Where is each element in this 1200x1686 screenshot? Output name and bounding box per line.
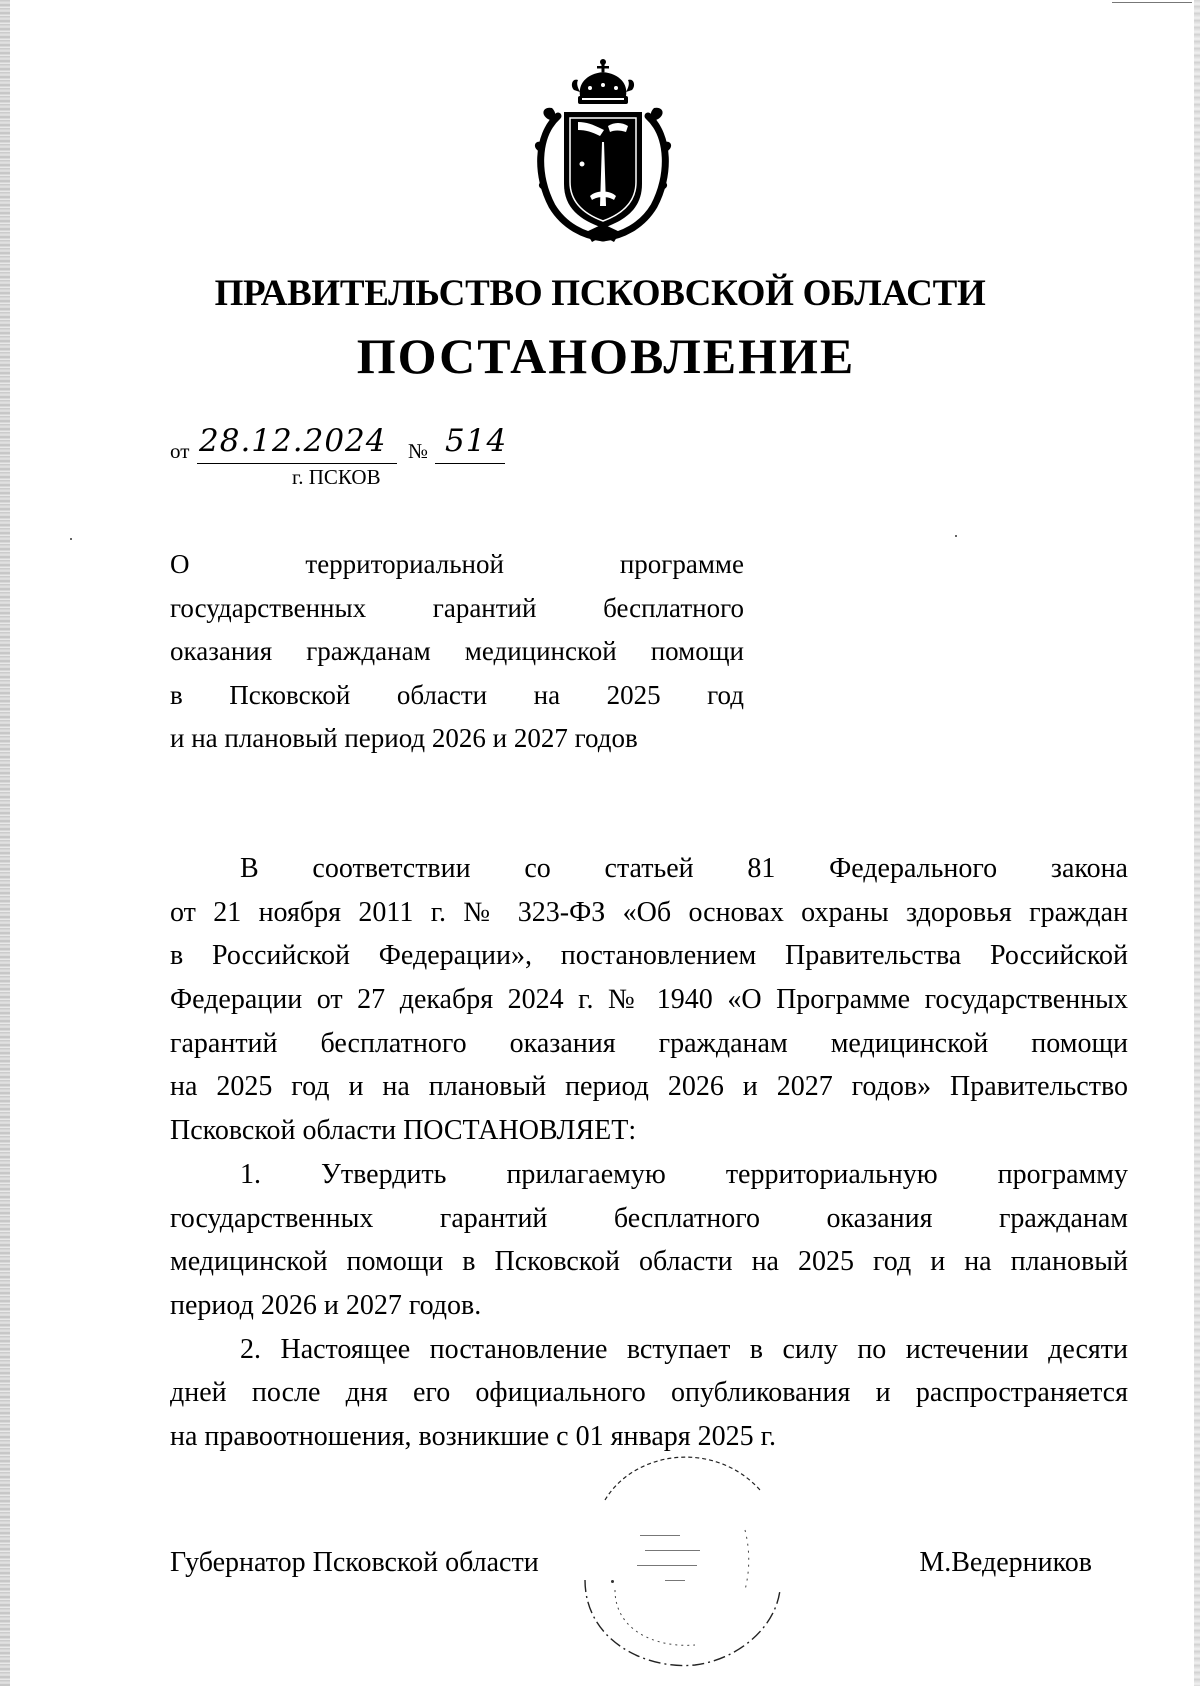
paragraph-1-line: государственных гарантий бесплатного оказания гражданам [170, 1202, 1128, 1234]
scan-edge-left [0, 0, 10, 1686]
document-type-title: ПОСТАНОВЛЕНИЕ [356, 328, 856, 384]
paragraph-1-line: период 2026 и 2027 годов. [170, 1289, 482, 1321]
document-body [170, 847, 1128, 1459]
paragraph-1-line: медицинской помощи в Псковской области на 2025 год и на плановый [170, 1246, 1128, 1278]
city-label: г. ПСКОВ [292, 465, 381, 489]
body-line: на 2025 год и на плановый период 2026 и 2027 годов» Правительство [170, 1071, 1128, 1103]
handwritten-date: 28.12.2024 [199, 423, 387, 459]
subject-line: О территориальной программе [170, 549, 744, 579]
body-line: в Российской Федерации», постановлением Правительства Российской [170, 940, 1128, 972]
subject-line: и на плановый период 2026 и 2027 годов [170, 723, 638, 753]
subject-line: в Псковской области на 2025 год [170, 679, 744, 710]
government-title: ПРАВИТЕЛЬСТВО ПСКОВСКОЙ ОБЛАСТИ [214, 273, 986, 314]
body-line: гарантий бесплатного оказания гражданам медицинской помощи [170, 1027, 1128, 1059]
paragraph-2-line: 2. Настоящее постановление вступает в силу по истечении десяти [240, 1333, 1128, 1365]
body-line: от 21 ноября 2011 г. № 323-ФЗ «Об основах охраны здоровья граждан [170, 896, 1128, 928]
scan-edge-right [1194, 0, 1200, 1686]
scan-speck [70, 538, 72, 540]
handwritten-number: 514 [445, 423, 508, 459]
body-line: Псковской области ПОСТАНОВЛЯЕТ: [170, 1115, 637, 1147]
scan-speck [955, 535, 957, 537]
subject-line: оказания гражданам медицинской помощи [170, 636, 744, 666]
signatory-name: М.Ведерников [919, 1547, 1092, 1578]
signatory-position: Губернатор Псковской области [170, 1547, 539, 1578]
date-underline [197, 463, 397, 464]
paragraph-2-line: на правоотношения, возникшие с 01 января 2025 г. [170, 1420, 776, 1452]
body-line: В соответствии со статьей 81 Федерального закона [240, 853, 1128, 884]
paragraph-2-line: дней после дня его официального опубликования и распространяется [170, 1377, 1128, 1409]
number-underline [435, 463, 505, 464]
stamp-speck [611, 1580, 614, 1583]
date-prefix: от [170, 439, 190, 463]
coat-of-arms-icon [530, 56, 676, 242]
scan-mark [1112, 2, 1192, 3]
subject-line: государственных гарантий бесплатного [170, 592, 744, 623]
number-prefix: № [408, 439, 429, 463]
document-subject [170, 543, 744, 761]
body-line: Федерации от 27 декабря 2024 г. № 1940 «О Программе государственных [170, 984, 1128, 1016]
official-seal [545, 1440, 805, 1680]
paragraph-1-line: 1. Утвердить прилагаемую территориальную программу [240, 1158, 1128, 1190]
